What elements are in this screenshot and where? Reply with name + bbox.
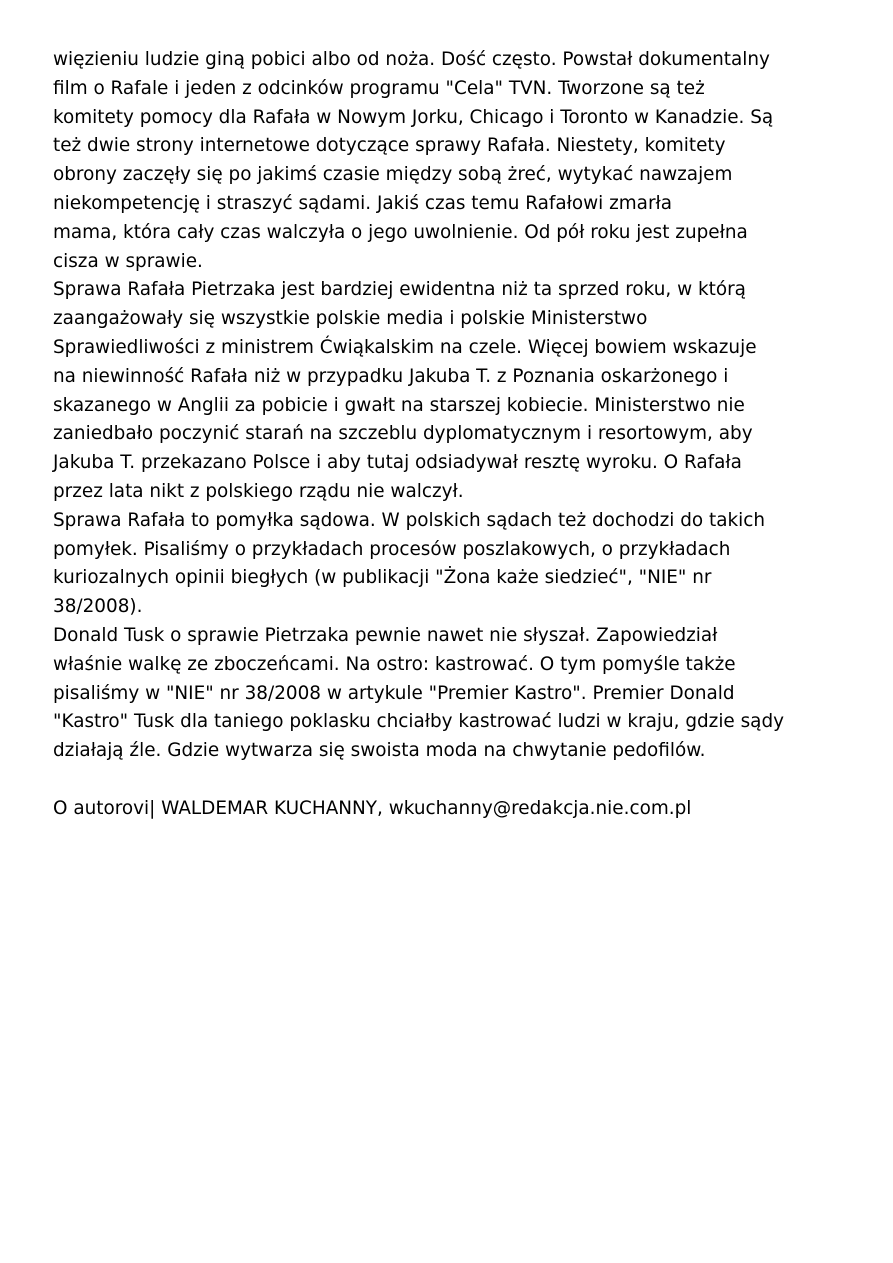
text-line: film o Rafale i jeden z odcinków programu "Cela" TVN. Tworzone są też xyxy=(53,77,705,99)
text-line: kuriozalnych opinii biegłych (w publikacji "Żona każe siedzieć", "NIE" nr xyxy=(53,567,712,589)
text-line: skazanego w Anglii za pobicie i gwałt na starszej kobiecie. Ministerstwo nie xyxy=(53,394,745,416)
text-line: obrony zaczęły się po jakimś czasie między sobą żreć, wytykać nawzajem xyxy=(53,164,733,186)
text-line: cisza w sprawie. xyxy=(53,250,203,272)
text-line: działają źle. Gdzie wytwarza się swoista moda na chwytanie pedofilów. xyxy=(53,740,706,762)
text-line: więzieniu ludzie giną pobici albo od noża. Dość często. Powstał dokumentalny xyxy=(53,49,770,70)
text-line: pisaliśmy w "NIE" nr 38/2008 w artykule "Premier Kastro". Premier Donald xyxy=(53,682,735,704)
text-line: Jakuba T. przekazano Polsce i aby tutaj odsiadywał resztę wyroku. O Rafała xyxy=(53,452,742,474)
paragraph-spacer xyxy=(53,766,853,795)
text-line: Donald Tusk o sprawie Pietrzaka pewnie nawet nie słyszał. Zapowiedział xyxy=(53,624,718,646)
text-line: "Kastro" Tusk dla taniego poklasku chciałby kastrować ludzi w kraju, gdzie sądy xyxy=(53,711,784,733)
author-line: O autorovi| WALDEMAR KUCHANNY, wkuchanny@redakcja.nie.com.pl xyxy=(53,797,692,819)
article-body xyxy=(53,46,853,824)
text-line: też dwie strony internetowe dotyczące sprawy Rafała. Niestety, komitety xyxy=(53,135,726,157)
text-line: zaniedbało poczynić starań na szczeblu dyplomatycznym i resortowym, aby xyxy=(53,423,753,445)
text-line: komitety pomocy dla Rafała w Nowym Jorku, Chicago i Toronto w Kanadzie. Są xyxy=(53,106,774,128)
text-line: zaangażowały się wszystkie polskie media i polskie Ministerstwo xyxy=(53,308,648,330)
text-line: na niewinność Rafała niż w przypadku Jakuba T. z Poznania oskarżonego i xyxy=(53,365,729,387)
text-line: Sprawa Rafała to pomyłka sądowa. W polskich sądach też dochodzi do takich xyxy=(53,509,765,531)
text-line: Sprawiedliwości z ministrem Ćwiąkalskim na czele. Więcej bowiem wskazuje xyxy=(53,336,757,358)
text-line: mama, która cały czas walczyła o jego uwolnienie. Od pół roku jest zupełna xyxy=(53,221,748,243)
text-line: Sprawa Rafała Pietrzaka jest bardziej ewidentna niż ta sprzed roku, w którą xyxy=(53,279,746,301)
text-line: właśnie walkę ze zboczeńcami. Na ostro: kastrować. O tym pomyśle także xyxy=(53,653,736,675)
text-line: pomyłek. Pisaliśmy o przykładach procesów poszlakowych, o przykładach xyxy=(53,538,731,560)
text-line: przez lata nikt z polskiego rządu nie walczył. xyxy=(53,480,464,502)
text-line: 38/2008). xyxy=(53,596,143,618)
text-line: niekompetencję i straszyć sądami. Jakiś czas temu Rafałowi zmarła xyxy=(53,192,672,214)
